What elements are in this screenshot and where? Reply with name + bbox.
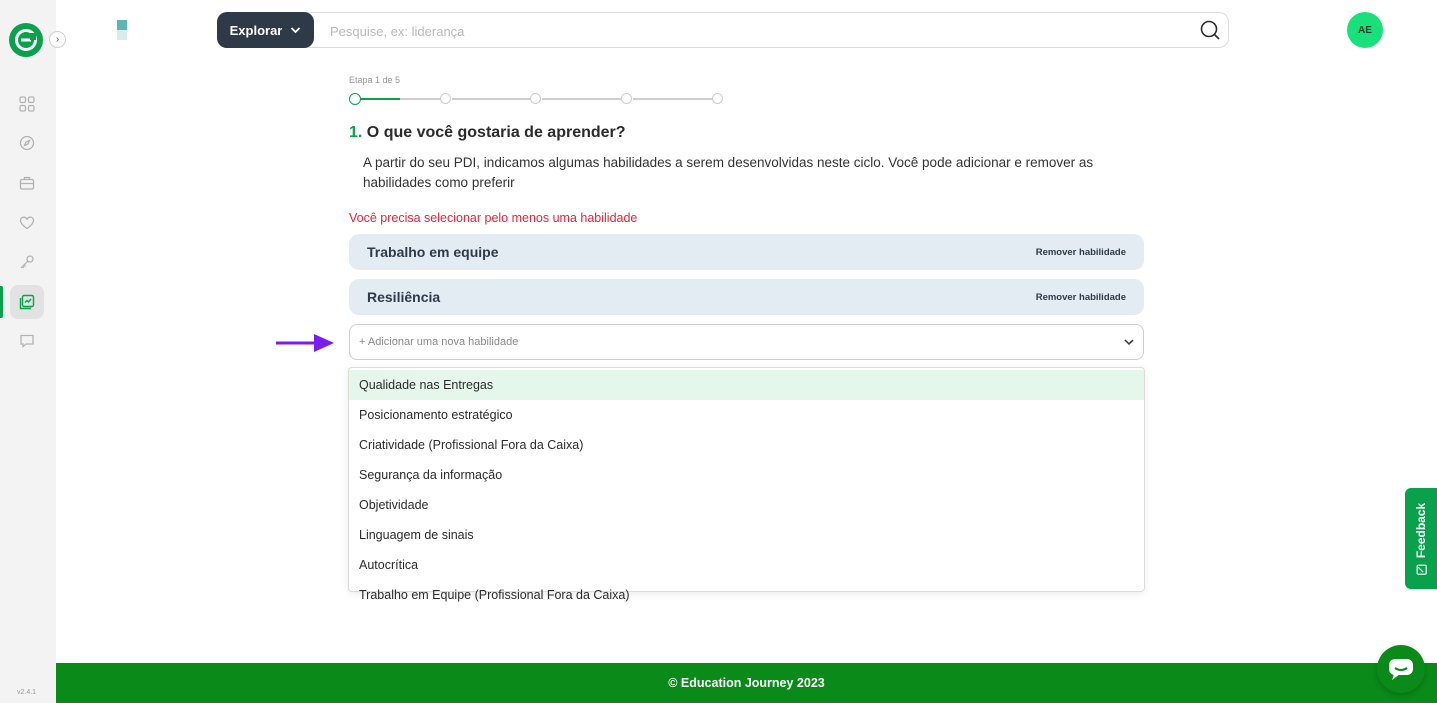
remove-skill-button[interactable]: Remover habilidade — [1035, 246, 1126, 258]
app-logo[interactable] — [9, 23, 43, 57]
chevron-down-icon — [290, 26, 301, 34]
nav-grid[interactable] — [10, 87, 44, 121]
step-line — [633, 98, 718, 100]
progress-stepper — [349, 93, 725, 105]
chevron-right-icon: › — [55, 34, 60, 45]
chevron-down-icon — [1122, 335, 1136, 349]
heart-icon — [19, 215, 35, 231]
skill-option[interactable]: Qualidade nas Entregas — [349, 370, 1144, 400]
step-dot-5 — [712, 93, 723, 104]
question-text: O que você gostaria de aprender? — [366, 124, 626, 141]
sidebar-collapse-button[interactable] — [49, 31, 66, 48]
arrow-right-icon — [276, 332, 336, 354]
question-number: 1. — [349, 124, 363, 141]
search-icon[interactable] — [1199, 19, 1221, 41]
chat-icon — [19, 333, 35, 349]
skill-option[interactable]: Autocrítica — [359, 558, 419, 572]
step-dot-1 — [349, 93, 361, 105]
chat-bubble-icon — [1388, 657, 1414, 681]
feedback-tab[interactable] — [1405, 488, 1437, 589]
skill-options-dropdown — [348, 367, 1145, 602]
chat-support-button[interactable] — [1377, 645, 1425, 693]
step-line — [542, 98, 627, 100]
app-version: v2.4.1 — [17, 689, 37, 696]
skill-option[interactable]: Segurança da informação — [359, 468, 503, 482]
feedback-icon — [1416, 564, 1427, 575]
skill-name: Resiliência — [367, 289, 441, 305]
nav-messages[interactable] — [10, 324, 44, 358]
skill-option[interactable]: Criatividade (Profissional Fora da Caixa) — [359, 438, 584, 452]
nav-favorites[interactable] — [10, 206, 44, 240]
step-dot-3 — [530, 93, 541, 104]
remove-skill-button[interactable]: Remover habilidade — [1035, 291, 1126, 303]
nav-active-indicator — [0, 286, 3, 318]
compass-icon — [19, 135, 35, 151]
footer — [56, 663, 1437, 703]
question-description: A partir do seu PDI, indicamos algumas habilidades a serem desenvolvidas neste ciclo. Você pode adicionar e remover as habilidades como preferir — [363, 155, 1094, 190]
step-dot-2 — [440, 93, 451, 104]
search-input[interactable] — [330, 20, 1180, 42]
key-icon — [19, 254, 35, 270]
add-skill-select[interactable] — [349, 324, 1144, 360]
feedback-label: Feedback — [1414, 502, 1429, 558]
pdi-icon — [19, 294, 35, 310]
nav-tools[interactable] — [10, 245, 44, 279]
selected-skill — [349, 234, 1144, 270]
footer-copyright: © Education Journey 2023 — [668, 676, 825, 690]
grid-icon — [19, 96, 35, 112]
explore-button[interactable] — [217, 12, 314, 48]
explore-label: Explorar — [229, 22, 283, 38]
validation-error: Você precisa selecionar pelo menos uma habilidade — [349, 211, 638, 225]
step-line — [452, 98, 536, 100]
nav-explore[interactable] — [10, 126, 44, 160]
skill-option[interactable]: Linguagem de sinais — [359, 528, 474, 542]
step-label: Etapa 1 de 5 — [349, 75, 401, 85]
logo-icon — [13, 27, 39, 53]
nav-pdi[interactable] — [10, 285, 44, 319]
question-title — [349, 124, 626, 142]
step-dot-4 — [621, 93, 632, 104]
skill-option[interactable]: Objetividade — [359, 498, 429, 512]
skill-option[interactable]: Trabalho em Equipe (Profissional Fora da Caixa) — [359, 588, 630, 602]
skill-option[interactable]: Posicionamento estratégico — [359, 408, 513, 422]
nav-briefcase[interactable] — [10, 166, 44, 200]
avatar-initials: AE — [1358, 24, 1372, 36]
skill-name: Trabalho em equipe — [367, 244, 499, 260]
user-avatar[interactable] — [1347, 12, 1383, 48]
selected-skill — [349, 279, 1144, 315]
brand-logo — [117, 20, 127, 40]
add-skill-placeholder: + Adicionar uma nova habilidade — [359, 336, 519, 348]
step-line-done — [360, 98, 400, 100]
briefcase-icon — [19, 175, 35, 191]
sidebar — [0, 0, 56, 703]
